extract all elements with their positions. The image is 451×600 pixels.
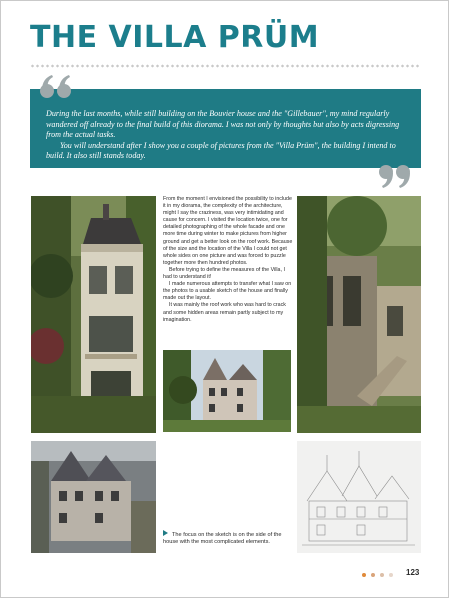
villa-facade-photo: [163, 350, 291, 432]
body-paragraph-3: I made numerous attempts to transfer what I saw on the photos to a usable sketch of the house and finally made out the layout.: [163, 281, 292, 302]
title-dotted-rule: [30, 64, 420, 68]
villa-aerial-photo: [31, 441, 156, 553]
open-quote-icon: [39, 74, 73, 100]
body-paragraph-1: From the moment I envisioned the possibility to include it in my diorama, the complexity of the architecture, might I say the craziness, was very intimidating and cause for concern. I visited the location twice, one for detailed photographing of the whole facade and one more time during winter to make pictures from higher ground and get a better look on the roof work. Because of the size and the location of the Villa I could not get whole sides on one picture and was forced to puzzle together more then hundred photos.: [163, 196, 293, 266]
villa-pencil-sketch: [297, 441, 421, 553]
close-quote-icon: [377, 163, 411, 189]
sketch-caption: [163, 530, 291, 547]
intro-paragraph-1: During the last months, while still building on the Bouvier house and the "Gillebauer", my mind regularly wandered off already to the final build of this diorama. I was not only by thoughts but also by acts digressing from the actual tasks.: [46, 109, 400, 140]
footer-dot: [380, 573, 384, 577]
villa-ruin-staircase-photo: [297, 196, 421, 433]
triangle-right-icon: [163, 530, 168, 536]
footer-dot: [371, 573, 375, 577]
page-number: 123: [406, 568, 420, 577]
footer-dots: [362, 573, 393, 577]
villa-tower-photo: [31, 196, 156, 433]
intro-paragraph-2: You will understand after I show you a couple of pictures from the "Villa Prüm", the building I intend to build. It also still stands today.: [46, 140, 396, 161]
footer-dot: [362, 573, 366, 577]
intro-box: [30, 89, 421, 168]
page-title: THE VILLA PRÜM: [30, 20, 320, 55]
caption-text: The focus on the sketch is on the side of the house with the most complicated elements.: [163, 532, 282, 546]
footer-dot: [389, 573, 393, 577]
body-paragraph-4: It was mainly the roof work who was hard to crack and some hidden areas remain partly subject to my imagination.: [163, 302, 286, 323]
article-body: [163, 196, 293, 324]
body-paragraph-2: Before trying to define the measures of the Villa, I had to understand it!: [163, 266, 285, 281]
